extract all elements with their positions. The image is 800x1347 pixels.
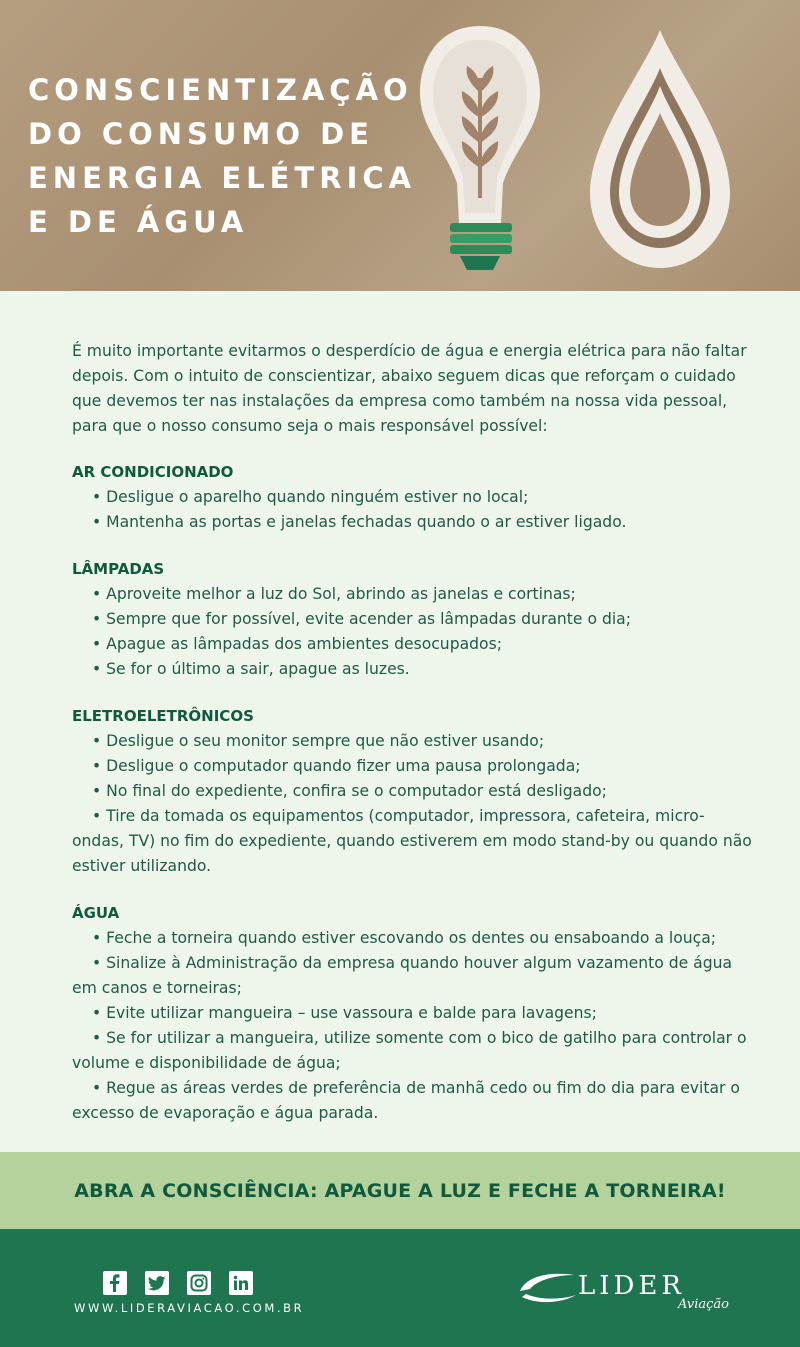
list-item: • Evite utilizar mangueira – use vassoura e balde para lavagens; bbox=[92, 1004, 597, 1022]
title-line-4: E DE ÁGUA bbox=[28, 205, 249, 239]
section-heading: ÁGUA bbox=[72, 904, 120, 922]
section-heading: LÂMPADAS bbox=[72, 560, 165, 578]
section-lampadas bbox=[72, 556, 752, 682]
lightbulb-icon bbox=[415, 18, 545, 273]
section-ar-condicionado bbox=[72, 459, 752, 535]
list-item: • Regue as áreas verdes de preferência de manhã cedo ou fim do dia para evitar o excesso de evaporação e água parada. bbox=[72, 1079, 740, 1122]
list-item: • No final do expediente, confira se o computador está desligado; bbox=[92, 782, 607, 800]
linkedin-icon[interactable] bbox=[229, 1271, 253, 1295]
lider-logo bbox=[518, 1269, 733, 1319]
list-item: • Se for o último a sair, apague as luzes. bbox=[92, 660, 410, 678]
content-column bbox=[72, 339, 752, 1147]
section-eletroeletronicos bbox=[72, 703, 752, 879]
section-heading: ELETROELETRÔNICOS bbox=[72, 707, 254, 725]
logo-text: LIDER bbox=[578, 1271, 685, 1301]
list-item: • Desligue o seu monitor sempre que não estiver usando; bbox=[92, 732, 545, 750]
list-item: • Aproveite melhor a luz do Sol, abrindo as janelas e cortinas; bbox=[92, 585, 576, 603]
lider-logo-mark bbox=[518, 1269, 578, 1309]
website-link[interactable]: WWW.LIDERAVIACAO.COM.BR bbox=[74, 1301, 305, 1315]
list-item: • Desligue o aparelho quando ninguém estiver no local; bbox=[92, 488, 529, 506]
list-item: • Feche a torneira quando estiver escovando os dentes ou ensaboando a louça; bbox=[92, 929, 717, 947]
list-item: • Sinalize à Administração da empresa quando houver algum vazamento de água em canos e torneiras; bbox=[72, 954, 733, 997]
list-item: • Desligue o computador quando fizer uma pausa prolongada; bbox=[92, 757, 581, 775]
twitter-icon[interactable] bbox=[145, 1271, 169, 1295]
list-item: • Apague as lâmpadas dos ambientes desocupados; bbox=[92, 635, 502, 653]
title-line-1: CONSCIENTIZAÇÃO bbox=[28, 73, 413, 107]
section-heading: AR CONDICIONADO bbox=[72, 463, 234, 481]
social-links bbox=[103, 1271, 253, 1295]
section-agua bbox=[72, 900, 752, 1126]
title-line-2: DO CONSUMO DE bbox=[28, 117, 374, 151]
page-title bbox=[28, 68, 418, 244]
water-drop-icon bbox=[585, 28, 735, 273]
title-line-3: ENERGIA ELÉTRICA bbox=[28, 161, 417, 195]
list-item: • Mantenha as portas e janelas fechadas quando o ar estiver ligado. bbox=[92, 513, 627, 531]
slogan-text: ABRA A CONSCIÊNCIA: APAGUE A LUZ E FECHE A TORNEIRA! bbox=[74, 1179, 726, 1202]
logo-subtext: Aviação bbox=[678, 1297, 729, 1312]
list-item: • Tire da tomada os equipamentos (computador, impressora, cafeteira, micro-ondas, TV) no fim do expediente, quando estiverem em modo stand-by ou quando não estiver utilizando. bbox=[72, 807, 752, 875]
facebook-icon[interactable] bbox=[103, 1271, 127, 1295]
list-item: • Se for utilizar a mangueira, utilize somente com o bico de gatilho para controlar o volume e disponibilidade de água; bbox=[72, 1029, 747, 1072]
slogan-banner bbox=[0, 1152, 800, 1229]
footer bbox=[0, 1229, 800, 1347]
header bbox=[0, 0, 800, 291]
instagram-icon[interactable] bbox=[187, 1271, 211, 1295]
list-item: • Sempre que for possível, evite acender as lâmpadas durante o dia; bbox=[92, 610, 631, 628]
main-content bbox=[0, 291, 800, 1152]
intro-paragraph: É muito importante evitarmos o desperdício de água e energia elétrica para não faltar depois. Com o intuito de conscientizar, abaixo seguem dicas que reforçam o cuidado que devemos ter nas instalações da empresa como também na nossa vida pessoal, para que o nosso consumo seja o mais responsável possível: bbox=[72, 342, 747, 435]
